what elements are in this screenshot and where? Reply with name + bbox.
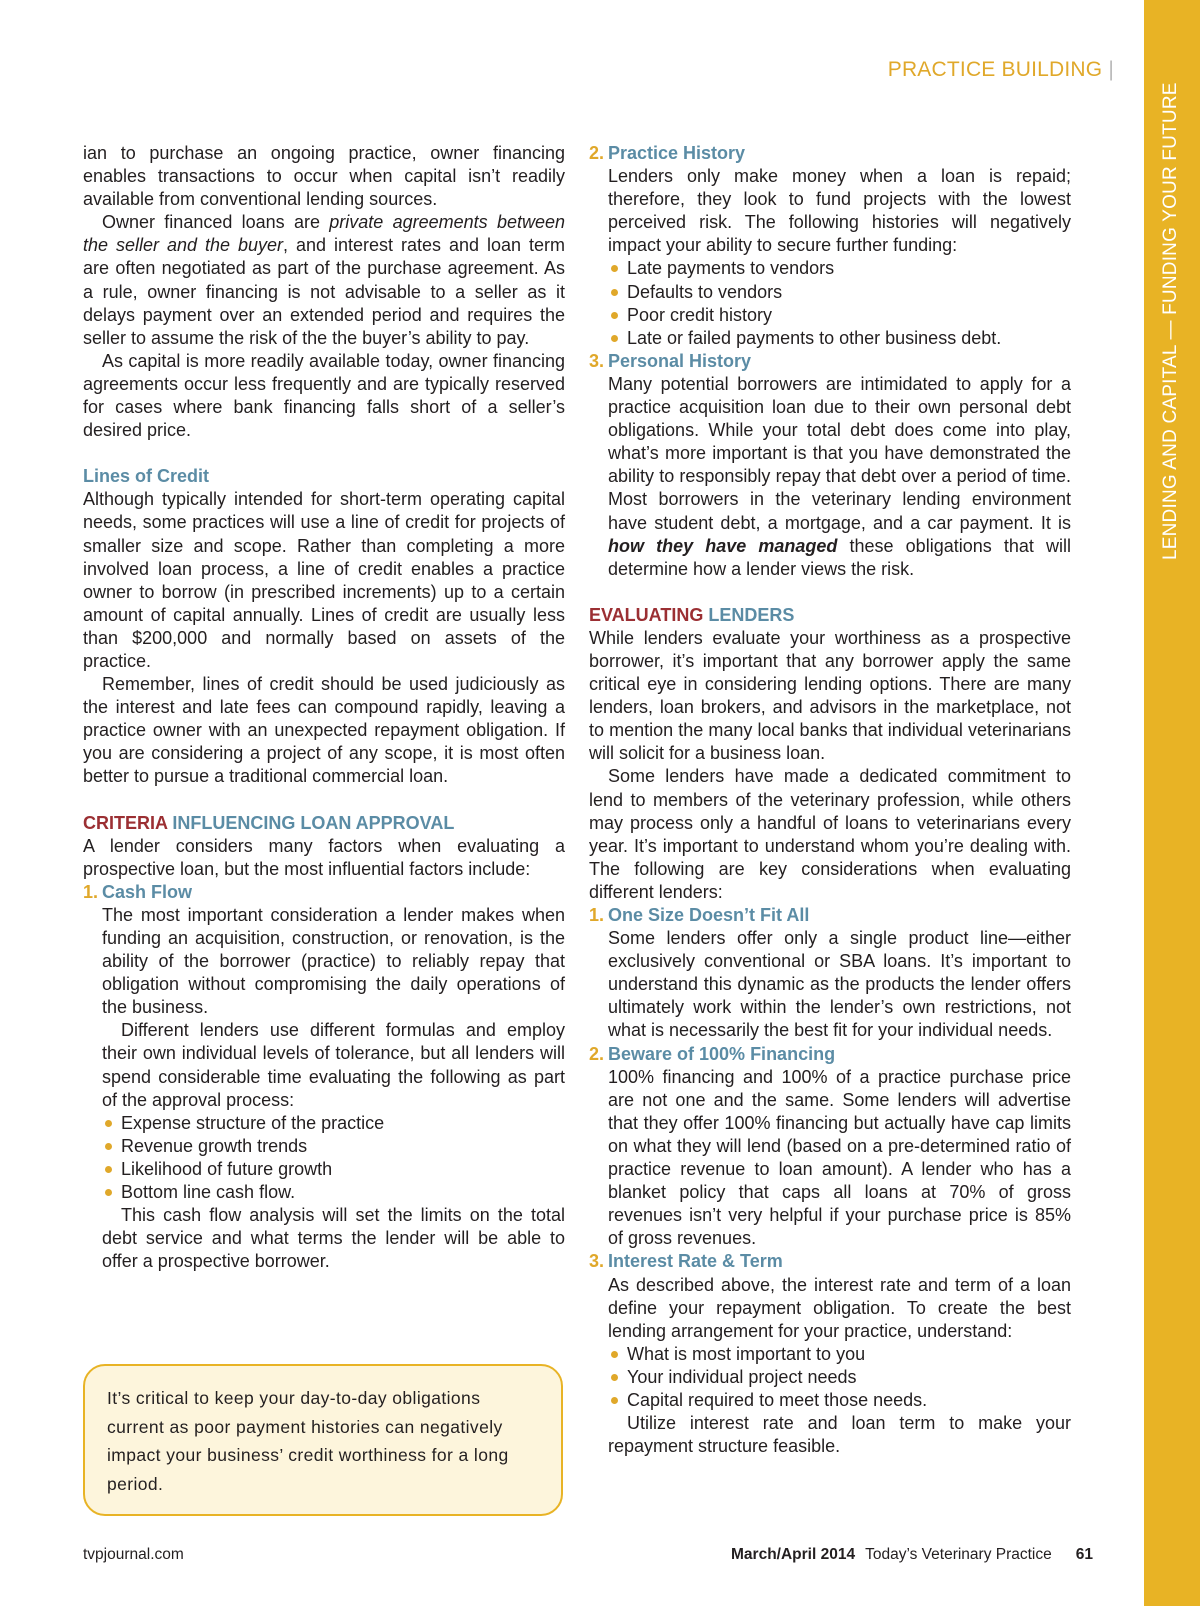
list-item: Revenue growth trends <box>102 1135 565 1158</box>
list-item: Late or failed payments to other business debt. <box>608 327 1071 350</box>
list-item: Expense structure of the practice <box>102 1112 565 1135</box>
list-item-personal-history: 3. Personal History Many potential borrowers are intimidated to apply for a practice acquisition loan due to their own personal debt obligations. While your total debt does come into play, what’s more important is that you have demonstrated the ability to responsibly repay that debt over a period of time. Most borrowers in the veterinary lending environment have student debt, a mortgage, and a car payment. It is how they have managed these obligations that will determine how a lender views the risk. <box>589 350 1071 581</box>
paragraph: 100% financing and 100% of a practice purchase price are not one and the same. Some lenders will advertise that they offer 100% financing but actually have cap limits on what they will lend (based on a pre-determined ratio of practice revenue to loan amount). A lender who has a blanket policy that caps all loans at 70% of gross revenues isn’t very helpful if your purchase price is 85% of gross revenues. <box>608 1066 1071 1249</box>
list-item: Your individual project needs <box>608 1366 1071 1389</box>
paragraph: Some lenders have made a dedicated commitment to lend to members of the veterinary profession, while others may process only a handful of loans to veterinarians every year. It’s important to understand whom you’re dealing with. The following are key considerations when evaluating different lenders: <box>589 766 1071 902</box>
paragraph: The most important consideration a lender makes when funding an acquisition, construction, or renovation, is the ability of the borrower (practice) to reliably repay that obligation without compromising the daily operations of the business. <box>102 904 565 1018</box>
paragraph: ian to purchase an ongoing practice, owner financing enables transactions to occur when capital isn’t readily available from conventional lending sources. <box>83 143 565 210</box>
criteria-heading: CRITERIA INFLUENCING LOAN APPROVAL <box>83 812 455 833</box>
item-title: Interest Rate & Term <box>608 1251 783 1272</box>
lines-of-credit-heading: Lines of Credit <box>83 466 210 487</box>
item-title: Practice History <box>608 143 746 163</box>
list-item-financing: 2. Beware of 100% Financing 100% financing and 100% of a practice purchase price are not one and the same. Some lenders will advertise that they offer 100% financing but actually have cap limits on what they will lend (based on a pre-determined ratio of practice revenue to loan amount). A lender who has a blanket policy that caps all loans at 70% of gross revenues isn’t very helpful if your purchase price is 85% of gross revenues. <box>589 1043 1071 1251</box>
publication-name: Today’s Veterinary Practice <box>865 1546 1052 1563</box>
section-title: PRACTICE BUILDING <box>887 58 1103 81</box>
sidebar-title: LENDING AND CAPITAL — FUNDING YOUR FUTURE <box>1160 82 1181 560</box>
footer-info <box>731 1546 1093 1564</box>
list-item-cash-flow: 1. Cash Flow The most important consideration a lender makes when funding an acquisition, construction, or renovation, is the ability of the borrower (practice) to reliably repay that obligation without compromising the daily operations of the business. Different lenders use different formulas and employ their own individual levels of tolerance, but all lenders will spend considerable time evaluating the following as part of the approval process: Expense structure of the practice Revenue growth trends Likelihood of future growth Bottom line cash flow. This cash flow analysis will set the limits on the total debt service and what terms the lender will be able to offer a prospective borrower. <box>83 881 565 1274</box>
evaluating-heading: EVALUATING LENDERS <box>589 604 795 625</box>
item-title: Cash Flow <box>102 881 193 902</box>
callout-box: It’s critical to keep your day-to-day obligations current as poor payment histories can negatively impact your business’ credit worthiness for a long period. <box>83 1364 563 1516</box>
paragraph: While lenders evaluate your worthiness as a prospective borrower, it’s important that any borrower apply the same critical eye in considering lending options. There are many lenders, loan brokers, and advisors in the marketplace, not to mention the many local banks that individual veterinarians will solicit for a business loan. <box>589 627 1071 764</box>
list-item: Late payments to vendors <box>608 257 1071 280</box>
paragraph: Remember, lines of credit should be used judiciously as the interest and late fees can compound rapidly, leaving a practice owner with an unexpected repayment obligation. If you are considering a project of any scope, it is most often better to pursue a traditional commercial loan. <box>83 674 565 787</box>
section-header <box>888 58 1114 82</box>
list-item: Defaults to vendors <box>608 281 1071 304</box>
list-item: Likelihood of future growth <box>102 1158 565 1181</box>
paragraph: As capital is more readily available today, owner financing agreements occur less frequently and are typically reserved for cases where bank financing falls short of a seller’s desired price. <box>83 350 565 441</box>
item-title: One Size Doesn’t Fit All <box>608 905 810 925</box>
paragraph: Some lenders offer only a single product line—either exclusively conventional or SBA loans. It’s important to understand this dynamic as the products the lender offers ultimately work within the lender’s own restrictions, not what is necessarily the best fit for your individual needs. <box>608 928 1071 1041</box>
item-title: Beware of 100% Financing <box>608 1043 836 1064</box>
paragraph: Different lenders use different formulas and employ their own individual levels of tolerance, but all lenders will spend considerable time evaluating the following as part of the approval process: <box>102 1020 565 1110</box>
paragraph: Many potential borrowers are intimidated to apply for a practice acquisition loan due to their own personal debt obligations. While your total debt does come into play, what’s more important is that you have demonstrated the ability to responsibly repay that debt over a period of time. Most borrowers in the veterinary lending environment have student debt, a mortgage, and a car payment. It is how they have managed these obligations that will determine how a lender views the risk. <box>608 373 1071 579</box>
list-item-one-size: 1. One Size Doesn’t Fit All Some lenders offer only a single product line—either exclusively conventional or SBA loans. It’s important to understand this dynamic as the products the lender offers ultimately work within the lender’s own restrictions, not what is necessarily the best fit for your individual needs. <box>589 904 1071 1043</box>
paragraph: As described above, the interest rate and term of a loan define your repayment obligation. To create the best lending arrangement for your practice, understand: <box>608 1274 1071 1341</box>
bullet-list <box>608 257 1071 349</box>
sidebar-band <box>1144 0 1200 1606</box>
list-item: Poor credit history <box>608 304 1071 327</box>
paragraph: Utilize interest rate and loan term to make your repayment structure feasible. <box>608 1413 1071 1457</box>
paragraph: Although typically intended for short-term operating capital needs, some practices will use a line of credit for projects of smaller size and scope. Rather than completing a more involved loan process, a line of credit enables a practice owner to borrow (in prescribed increments) up to a certain amount of capital annually. Lines of credit are usually less than $200,000 and normally based on assets of the practice. <box>83 489 565 671</box>
list-item-practice-history: 2. Practice History Lenders only make money when a loan is repaid; therefore, they look to fund projects with the lowest perceived risk. The following histories will negatively impact your ability to secure further funding: Late payments to vendors Defaults to vendors Poor credit history Late or failed payments to other business debt. <box>589 142 1071 350</box>
page-number: 61 <box>1075 1546 1093 1563</box>
right-column <box>589 142 1071 1458</box>
header-divider: | <box>1108 58 1114 81</box>
list-item-interest-rate: 3. Interest Rate & Term As described above, the interest rate and term of a loan define your repayment obligation. To create the best lending arrangement for your practice, understand: What is most important to you Your individual project needs Capital required to meet those needs. Utilize interest rate and loan term to make your repayment structure feasible. <box>589 1250 1071 1458</box>
paragraph: This cash flow analysis will set the limits on the total debt service and what terms the lender will be able to offer a prospective borrower. <box>102 1205 565 1272</box>
paragraph: Owner financed loans are private agreements between the seller and the buyer, and interest rates and loan term are often negotiated as part of the purchase agreement. As a rule, owner financing is not advisable to a seller as it delays payment over an extended period and requires the seller to assume the risk of the the buyer’s ability to pay. <box>83 212 565 348</box>
left-column <box>83 142 565 1273</box>
issue-date: March/April 2014 <box>731 1546 856 1563</box>
bullet-list <box>102 1112 565 1204</box>
footer-site: tvpjournal.com <box>83 1546 184 1563</box>
paragraph: Lenders only make money when a loan is repaid; therefore, they look to fund projects with the lowest perceived risk. The following histories will negatively impact your ability to secure further funding: <box>608 166 1071 256</box>
list-item: Capital required to meet those needs. <box>608 1389 1071 1412</box>
item-title: Personal History <box>608 350 752 371</box>
bullet-list <box>608 1343 1071 1412</box>
paragraph: A lender considers many factors when evaluating a prospective loan, but the most influential factors include: <box>83 835 565 879</box>
list-item: What is most important to you <box>608 1343 1071 1366</box>
list-item: Bottom line cash flow. <box>102 1181 565 1204</box>
